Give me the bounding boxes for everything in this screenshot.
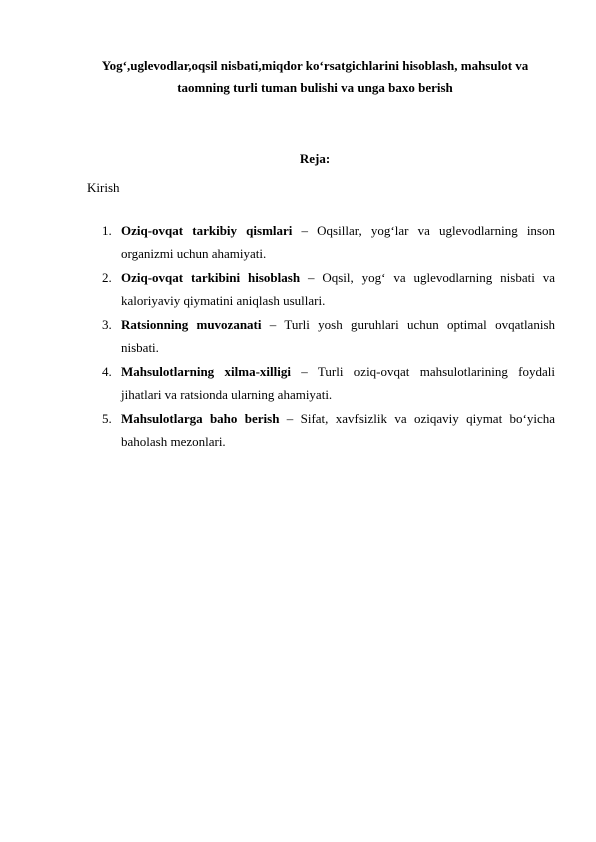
plan-item-2 xyxy=(0,266,596,313)
plan-item-description: – Oqsillar, yog‘lar va uglevodlarning inson organizmi uchun ahamiyati. xyxy=(121,223,555,261)
plan-item-text xyxy=(121,313,555,359)
document-title: Yog‘,uglevodlar,oqsil nisbati,miqdor ko‘rsatgichlarini hisoblash, mahsulot va taomning turli tuman bulishi va unga baxo berish xyxy=(101,58,529,95)
plan-item-number: 4. xyxy=(102,364,112,379)
plan-item-number: 1. xyxy=(102,223,112,238)
intro-label: Kirish xyxy=(87,180,120,195)
plan-item-number: 3. xyxy=(102,317,112,332)
plan-item-description: – Turli oziq-ovqat mahsulotlarining foydali jihatlari va ratsionda ularning ahamiyati. xyxy=(121,364,555,402)
plan-item-description: – Turli yosh guruhlari uchun optimal ovqatlanish nisbati. xyxy=(121,317,555,355)
plan-item-text xyxy=(121,360,555,406)
plan-item-5 xyxy=(0,407,596,454)
plan-item-description: – Sifat, xavfsizlik va oziqaviy qiymat bo‘yicha baholash mezonlari. xyxy=(121,411,556,449)
plan-item-term: Oziq-ovqat tarkibini hisoblash xyxy=(121,270,301,285)
plan-item-description: – Oqsil, yog‘ va uglevodlarning nisbati va kaloriyaviy qiymatini aniqlash usullari. xyxy=(121,270,555,308)
plan-item-number: 5. xyxy=(102,411,112,426)
plan-item-term: Mahsulotlarga baho berish xyxy=(121,411,280,426)
plan-item-term: Oziq-ovqat tarkibiy qismlari xyxy=(121,223,293,238)
plan-item-3 xyxy=(0,313,596,360)
plan-item-term: Mahsulotlarning xilma-xilligi xyxy=(121,364,291,379)
plan-list xyxy=(0,219,596,454)
plan-item-text xyxy=(121,266,555,312)
plan-item-1 xyxy=(0,219,596,266)
plan-item-text xyxy=(121,219,555,265)
plan-item-text xyxy=(121,407,555,453)
plan-heading: Reja: xyxy=(299,151,331,166)
plan-item-term: Ratsionning muvozanati xyxy=(121,317,262,332)
plan-item-number: 2. xyxy=(102,270,112,285)
plan-item-4 xyxy=(0,360,596,407)
